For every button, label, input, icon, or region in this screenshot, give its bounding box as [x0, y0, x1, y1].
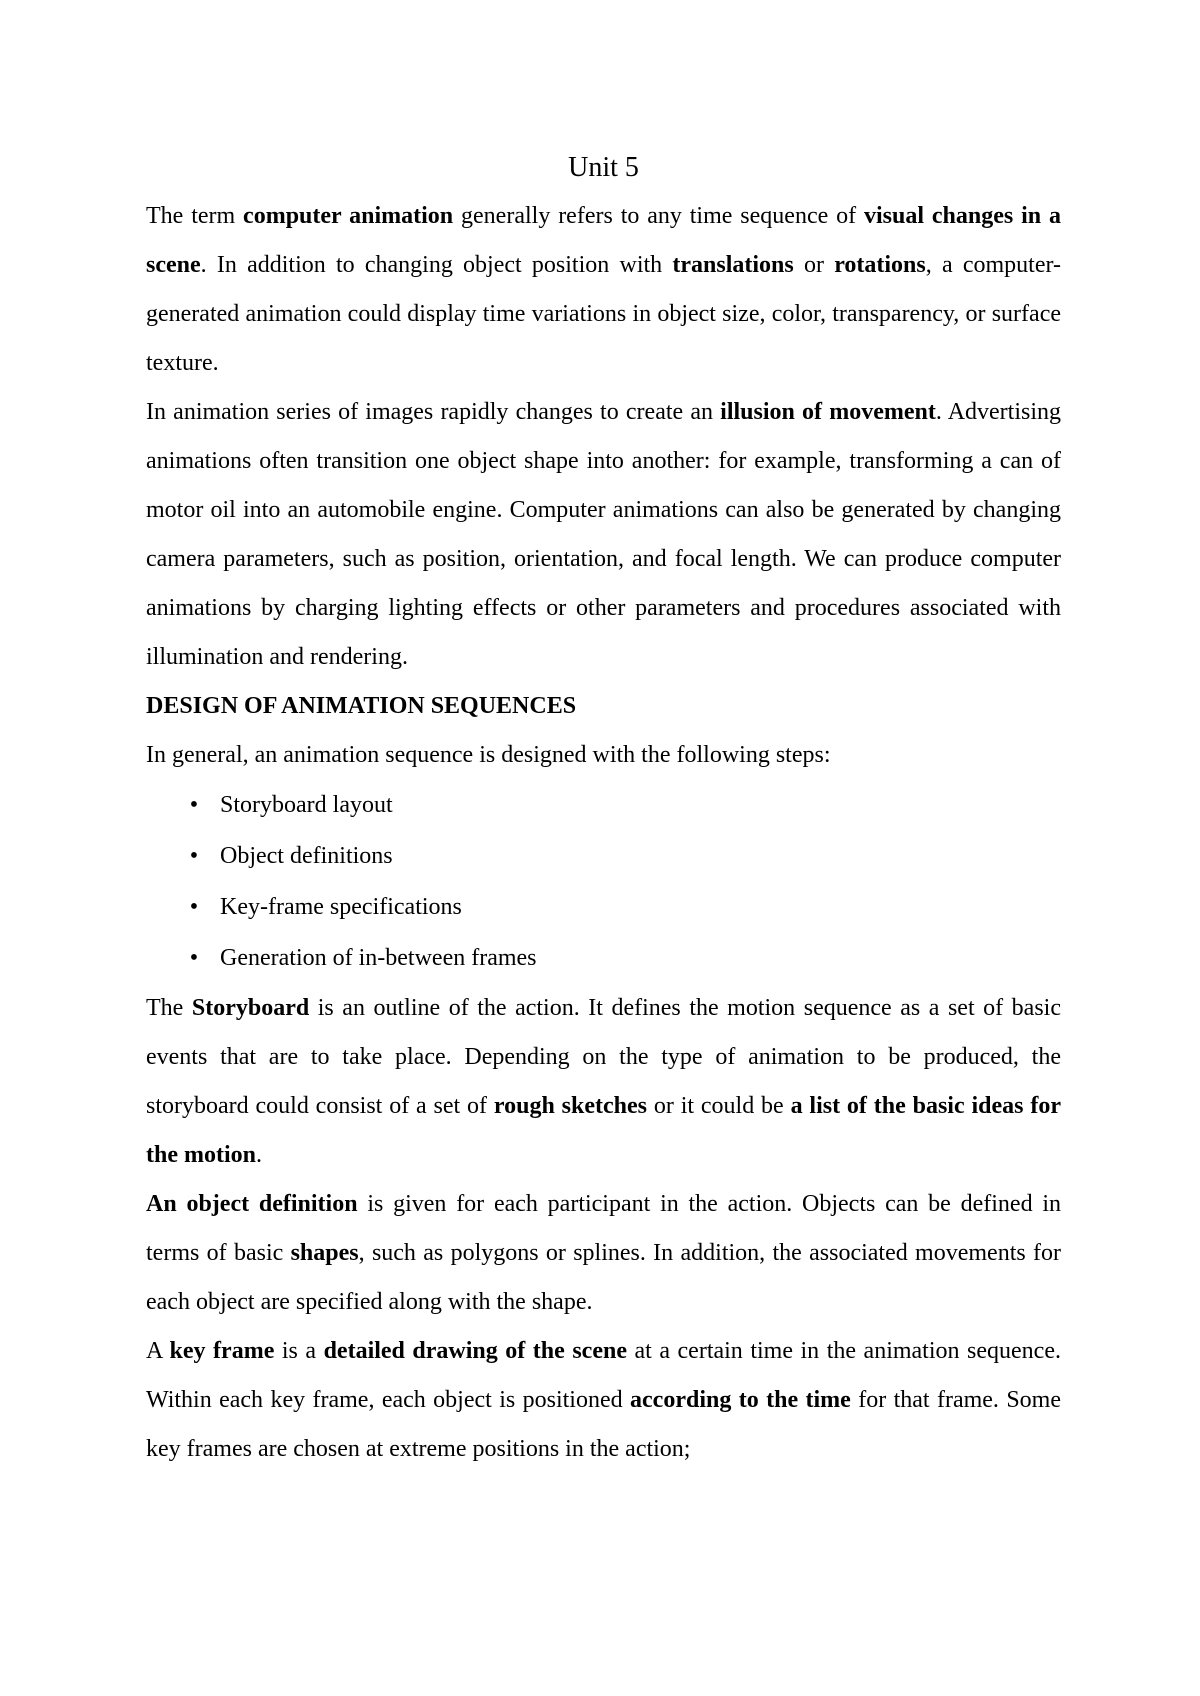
list-item	[184, 933, 1061, 984]
list-item-label: Object definitions	[220, 843, 393, 869]
text-run: generally refers to any time sequence of	[453, 203, 864, 229]
paragraph-key-frame	[146, 1327, 1061, 1474]
text-run: for that frame. Some key frames are chosen at extreme positions in the action;	[146, 1387, 1061, 1462]
paragraph-steps-intro: In general, an animation sequence is designed with the following steps:	[146, 742, 831, 768]
text-run: In animation series of images rapidly changes to create an	[146, 399, 721, 425]
bold-term-shapes: shapes	[290, 1240, 359, 1266]
bold-term-computer-animation: computer animation	[243, 203, 454, 229]
bold-term-according-to-the-time: according to the time	[630, 1387, 851, 1413]
steps-list	[146, 780, 1061, 984]
bold-term-detailed-drawing: detailed drawing of the scene	[323, 1338, 627, 1364]
text-run: or	[793, 252, 835, 278]
bullet-icon: •	[189, 843, 199, 869]
bold-term-key-frame: key frame	[169, 1338, 275, 1364]
list-item-label: Generation of in-between frames	[220, 945, 537, 971]
text-run: The	[146, 995, 192, 1021]
bullet-icon: •	[189, 792, 199, 818]
text-run: is an outline of the action. It defines the motion sequence as a set of basic events that are to take place. Depending on the type of animation to be produced, the storyboard could consist of a set of	[146, 995, 1061, 1119]
bold-term-object-definition: An object definition	[146, 1191, 358, 1217]
text-run: , a computer-generated animation could display time variations in object size, color, transparency, or surface texture.	[146, 252, 1061, 376]
bold-term-translations: translations	[672, 252, 794, 278]
list-item-label: Storyboard layout	[220, 792, 393, 818]
document-content	[146, 140, 1061, 1474]
bullet-icon: •	[189, 945, 199, 971]
bold-term-illusion-of-movement: illusion of movement	[720, 399, 936, 425]
list-item-label: Key-frame specifications	[220, 894, 462, 920]
paragraph-illusion-of-movement	[146, 388, 1061, 682]
bold-term-visual-changes: visual changes in a scene	[146, 203, 1062, 278]
section-heading: DESIGN OF ANIMATION SEQUENCES	[146, 693, 577, 719]
text-run: , such as polygons or splines. In addition, the associated movements for each object are specified along with the shape.	[146, 1240, 1062, 1315]
paragraph-computer-animation-definition	[146, 192, 1061, 388]
list-item	[184, 831, 1061, 882]
bold-term-storyboard: Storyboard	[191, 995, 310, 1021]
text-run: The term	[146, 203, 244, 229]
text-run: at a certain time in the animation sequence. Within each key frame, each object is positioned	[146, 1338, 1061, 1413]
list-item	[184, 882, 1061, 933]
text-run: . Advertising animations often transition one object shape into another: for example, transforming a can of motor oil into an automobile engine. Computer animations can also be generated by changing camera parameters, such as position, orientation, and focal length. We can produce computer animations by charging lighting effects or other parameters and procedures associated with illumination and rendering.	[146, 399, 1062, 670]
text-run: is given for each participant in the action. Objects can be defined in terms of basic	[146, 1191, 1062, 1266]
bold-term-rough-sketches: rough sketches	[493, 1093, 647, 1119]
bold-term-list-of-basic-ideas: a list of the basic ideas for the motion	[146, 1093, 1061, 1168]
page-title: Unit 5	[568, 152, 639, 183]
bullet-icon: •	[189, 894, 199, 920]
text-run: is a	[274, 1338, 324, 1364]
paragraph-object-definition	[146, 1180, 1061, 1327]
paragraph-storyboard	[146, 984, 1061, 1180]
text-run: or it could be	[647, 1093, 791, 1119]
list-item	[184, 780, 1061, 831]
text-run: .	[256, 1142, 262, 1168]
bold-term-rotations: rotations	[834, 252, 926, 278]
text-run: A	[146, 1338, 170, 1364]
text-run: . In addition to changing object position with	[200, 252, 673, 278]
